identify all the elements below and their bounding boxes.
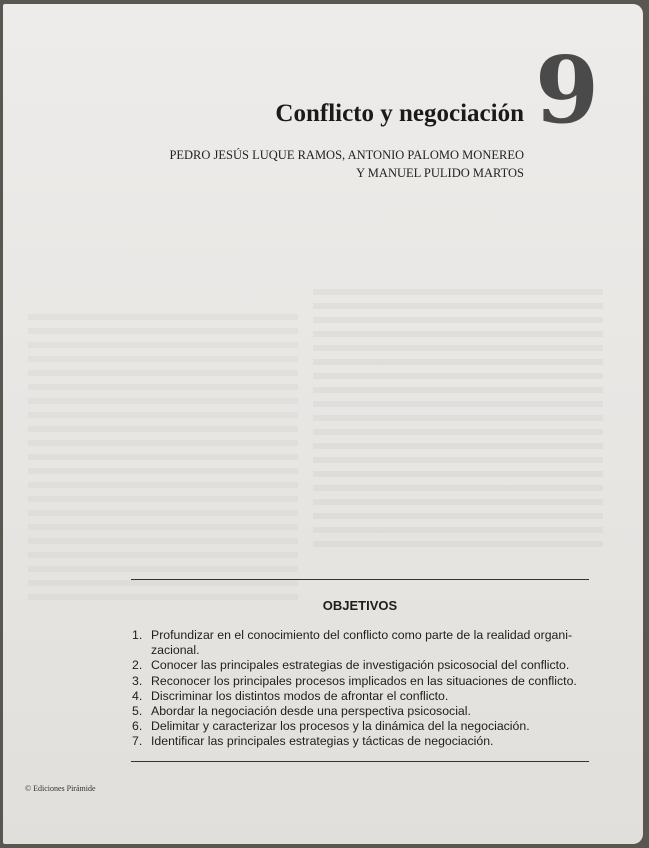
objectives-bottom-rule (131, 761, 589, 762)
objective-item (132, 674, 602, 689)
objective-item (132, 689, 602, 704)
objective-number: 4. (132, 688, 143, 703)
objective-text: Discriminar los distintos modos de afrontar el conflicto. (151, 688, 449, 703)
objective-text: Profundizar en el conocimiento del conflicto como parte de la realidad organi-zacional. (151, 628, 573, 658)
book-page (3, 4, 643, 844)
objective-number: 6. (132, 719, 143, 734)
authors-line-2: Y MANUEL PULIDO MARTOS (356, 166, 524, 180)
chapter-title: Conflicto y negociación (275, 100, 524, 127)
objectives-heading: OBJETIVOS (322, 598, 398, 613)
chapter-authors (3, 146, 524, 182)
objective-text: Reconocer los principales procesos implicados en las situaciones de conflicto. (151, 673, 577, 688)
objective-item (132, 704, 602, 719)
objective-item (132, 658, 602, 673)
objective-text: Delimitar y caracterizar los procesos y la dinámica del la negociación. (151, 719, 530, 734)
objective-text: Identificar las principales estrategias y tácticas de negociación. (151, 734, 494, 749)
objective-item (132, 719, 602, 734)
objective-text: Conocer las principales estrategias de investigación psicosocial del conflicto. (151, 658, 570, 673)
bleed-through-text-left (28, 314, 298, 604)
objective-number: 7. (132, 734, 143, 749)
objective-item (132, 734, 602, 749)
objective-number: 1. (132, 628, 143, 642)
chapter-number: 9 (535, 36, 600, 144)
objectives-top-rule (131, 579, 589, 580)
bleed-through-text-right (313, 289, 603, 549)
objective-item (132, 628, 602, 658)
publisher-credit: © Ediciones Pirámide (25, 784, 96, 793)
objectives-list (132, 628, 602, 750)
objective-number: 5. (132, 704, 143, 719)
objective-text: Abordar la negociación desde una perspectiva psicosocial. (151, 704, 471, 719)
authors-line-1: PEDRO JESÚS LUQUE RAMOS, ANTONIO PALOMO MONEREO (169, 148, 524, 162)
objective-number: 2. (132, 658, 143, 673)
objective-number: 3. (132, 673, 143, 688)
